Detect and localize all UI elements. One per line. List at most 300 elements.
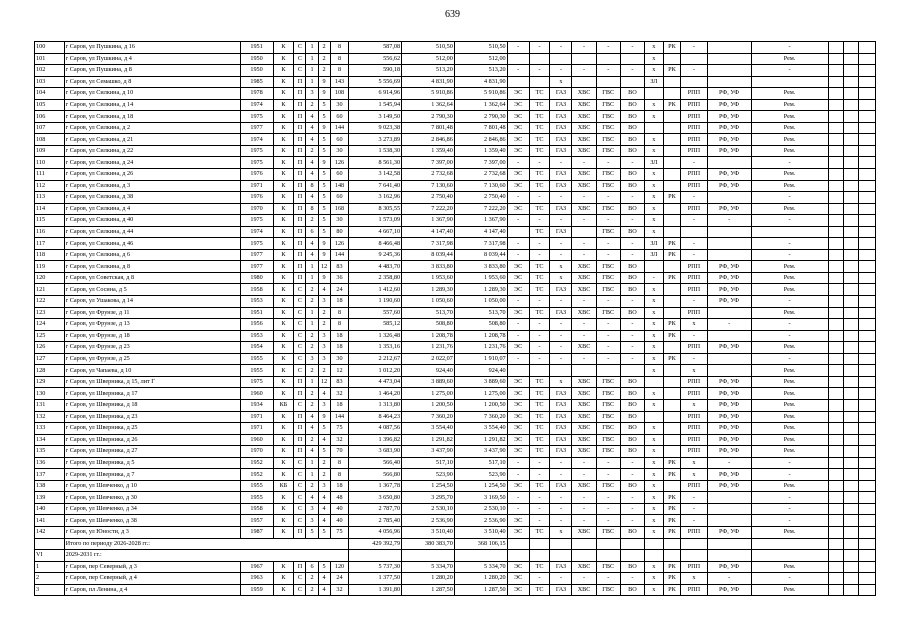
table-cell	[828, 550, 843, 562]
table-cell: 1 275,00	[402, 388, 455, 400]
table-cell	[843, 365, 858, 377]
table-cell: 131	[35, 399, 65, 411]
table-cell: ХВС	[572, 134, 596, 146]
table-cell	[828, 296, 843, 308]
table-cell: 2	[306, 342, 318, 354]
table-cell	[843, 180, 858, 192]
table-cell: г Саров, ул Силкина, д 10	[64, 88, 240, 100]
table-cell: КБ	[273, 480, 294, 492]
table-cell	[859, 319, 876, 331]
table-cell	[707, 53, 751, 65]
table-cell: х	[681, 457, 707, 469]
table-cell: -	[529, 238, 550, 250]
table-cell: 5	[318, 446, 330, 458]
table-cell: ХВС	[572, 561, 596, 573]
table-cell	[35, 538, 65, 550]
table-cell: 80	[330, 226, 349, 238]
table-cell: -	[681, 157, 707, 169]
table-cell: 8	[330, 307, 349, 319]
table-cell: ХВС	[572, 399, 596, 411]
table-cell: 5	[318, 526, 330, 538]
table-cell	[843, 573, 858, 585]
table-cell	[707, 42, 751, 54]
table-cell: ТС	[529, 376, 550, 388]
table-cell: х	[644, 469, 663, 481]
table-cell: 7 130,60	[402, 180, 455, 192]
table-cell	[859, 307, 876, 319]
table-cell: ГВС	[596, 526, 620, 538]
table-cell: г Саров, пер Северный, д 4	[64, 573, 240, 585]
table-cell: 2	[318, 365, 330, 377]
table-cell: Рем.	[751, 169, 828, 181]
table-cell: ТС	[529, 272, 550, 284]
table-cell: Рем.	[751, 388, 828, 400]
table-cell	[828, 411, 843, 423]
table-cell: 1960	[240, 434, 273, 446]
table-cell	[681, 53, 707, 65]
table-cell: ХВС	[572, 272, 596, 284]
table-cell	[620, 76, 644, 88]
table-cell: 1976	[240, 192, 273, 204]
table-cell: 40	[330, 515, 349, 527]
table-cell: 1 275,00	[454, 388, 507, 400]
table-cell: х	[644, 330, 663, 342]
table-cell: -	[751, 492, 828, 504]
table-cell: Рем.	[751, 88, 828, 100]
table-cell: 513,70	[402, 307, 455, 319]
table-cell: К	[273, 296, 294, 308]
table-cell	[596, 538, 620, 550]
table-cell	[507, 538, 529, 550]
table-cell	[663, 550, 681, 562]
table-cell: П	[294, 180, 306, 192]
table-cell: х	[644, 134, 663, 146]
table-cell	[663, 411, 681, 423]
table-cell	[828, 330, 843, 342]
table-cell: ГВС	[596, 122, 620, 134]
table-cell: 143	[330, 76, 349, 88]
table-cell: РФ, УФ	[707, 561, 751, 573]
table-cell: -	[507, 503, 529, 515]
table-cell	[843, 169, 858, 181]
table-cell	[843, 203, 858, 215]
table-cell: ХВС	[572, 423, 596, 435]
table-cell: ТС	[529, 122, 550, 134]
table-cell	[859, 411, 876, 423]
table-cell: -	[620, 515, 644, 527]
table-cell: К	[273, 157, 294, 169]
table-cell: 142	[35, 526, 65, 538]
table-cell: 125	[35, 330, 65, 342]
table-cell: 1 050,60	[402, 296, 455, 308]
table-cell	[859, 99, 876, 111]
table-cell: 1975	[240, 376, 273, 388]
table-cell	[828, 446, 843, 458]
table-cell: -	[529, 353, 550, 365]
table-cell	[843, 88, 858, 100]
table-cell: РК	[663, 99, 681, 111]
table-cell: 120	[35, 272, 65, 284]
table-row	[35, 411, 876, 423]
table-cell: 113	[35, 192, 65, 204]
table-cell: -	[620, 573, 644, 585]
table-cell: -	[681, 353, 707, 365]
table-cell: ГВС	[596, 446, 620, 458]
table-cell	[663, 446, 681, 458]
table-cell: -	[572, 353, 596, 365]
table-cell: П	[294, 76, 306, 88]
table-cell: ГАЗ	[550, 388, 572, 400]
table-cell: 144	[330, 122, 349, 134]
table-cell	[663, 342, 681, 354]
table-cell: П	[294, 376, 306, 388]
table-cell: 1 289,30	[454, 284, 507, 296]
table-cell: РФ, УФ	[707, 411, 751, 423]
table-cell	[550, 550, 572, 562]
table-cell: К	[273, 169, 294, 181]
table-cell: -	[507, 238, 529, 250]
table-cell	[663, 423, 681, 435]
table-cell: -	[751, 353, 828, 365]
table-cell	[828, 192, 843, 204]
table-cell: 517,10	[454, 457, 507, 469]
table-cell: 924,40	[402, 365, 455, 377]
table-cell: ЭС	[507, 145, 529, 157]
table-cell: К	[273, 423, 294, 435]
table-cell: -	[550, 503, 572, 515]
table-cell: 103	[35, 76, 65, 88]
table-cell: 5 334,70	[454, 561, 507, 573]
table-cell: ХВС	[572, 376, 596, 388]
table-cell: 5	[318, 423, 330, 435]
table-cell	[663, 365, 681, 377]
table-cell	[507, 53, 529, 65]
table-cell: -	[572, 192, 596, 204]
table-cell: С	[294, 399, 306, 411]
table-cell: К	[273, 261, 294, 273]
table-cell: РФ, УФ	[707, 88, 751, 100]
table-cell: РПП	[681, 261, 707, 273]
table-cell: -	[620, 215, 644, 227]
table-cell: -	[507, 157, 529, 169]
table-cell: 4	[306, 492, 318, 504]
table-cell	[828, 99, 843, 111]
table-cell: 1 254,50	[402, 480, 455, 492]
table-cell: 18	[330, 330, 349, 342]
table-cell: С	[294, 53, 306, 65]
table-cell: г Саров, ул Силкина, д 14	[64, 99, 240, 111]
table-cell: 8	[306, 180, 318, 192]
table-cell: РПП	[681, 122, 707, 134]
table-cell: 1 326,48	[349, 330, 402, 342]
table-cell: 2 846,86	[454, 134, 507, 146]
table-cell: 1953	[240, 330, 273, 342]
table-cell: 5	[318, 134, 330, 146]
table-cell: 566,40	[349, 457, 402, 469]
table-cell: ХВС	[572, 388, 596, 400]
table-cell: РК	[663, 503, 681, 515]
table-cell	[596, 76, 620, 88]
table-cell: РК	[663, 192, 681, 204]
table-cell: К	[273, 411, 294, 423]
table-cell: 3 149,50	[349, 111, 402, 123]
table-cell	[843, 376, 858, 388]
table-cell: ГВС	[596, 99, 620, 111]
table-cell: -	[620, 330, 644, 342]
table-cell: 2 358,80	[349, 272, 402, 284]
table-cell	[859, 480, 876, 492]
table-cell: 523,90	[454, 469, 507, 481]
table-cell: РФ, УФ	[707, 388, 751, 400]
table-cell: 2 785,40	[349, 515, 402, 527]
table-row	[35, 215, 876, 227]
table-cell: РПП	[681, 446, 707, 458]
table-cell	[663, 145, 681, 157]
table-cell	[843, 111, 858, 123]
table-cell: РФ, УФ	[707, 342, 751, 354]
table-cell: 2	[306, 284, 318, 296]
table-cell: 12	[318, 376, 330, 388]
table-cell: 2	[306, 145, 318, 157]
table-cell	[859, 215, 876, 227]
table-cell: 1	[306, 457, 318, 469]
table-cell: К	[273, 180, 294, 192]
table-cell: -	[572, 65, 596, 77]
table-cell: ТС	[529, 446, 550, 458]
table-cell: ГВС	[596, 307, 620, 319]
table-cell: П	[294, 122, 306, 134]
table-cell: 7 801,48	[454, 122, 507, 134]
table-cell: 32	[330, 584, 349, 596]
table-cell: -	[620, 353, 644, 365]
table-cell: 126	[35, 342, 65, 354]
table-cell: -	[572, 238, 596, 250]
table-cell: 24	[330, 284, 349, 296]
table-cell: -	[550, 457, 572, 469]
table-cell: 590,18	[349, 65, 402, 77]
table-cell: РК	[663, 573, 681, 585]
table-cell: ГВС	[596, 411, 620, 423]
table-cell: 4	[318, 284, 330, 296]
table-row	[35, 203, 876, 215]
table-row	[35, 342, 876, 354]
table-cell: -	[620, 65, 644, 77]
table-row	[35, 122, 876, 134]
table-cell: г Саров, ул Силкина, д 8	[64, 261, 240, 273]
table-cell: 1 291,82	[454, 434, 507, 446]
table-cell: К	[273, 111, 294, 123]
table-cell: К	[273, 307, 294, 319]
table-cell: 2	[318, 469, 330, 481]
table-cell: 1950	[240, 53, 273, 65]
table-cell: 508,80	[402, 319, 455, 331]
table-cell: -	[507, 42, 529, 54]
table-cell: -	[529, 492, 550, 504]
table-cell: 2	[318, 457, 330, 469]
table-cell: РФ, УФ	[707, 399, 751, 411]
table-cell: 134	[35, 434, 65, 446]
table-cell: 512,00	[454, 53, 507, 65]
table-cell	[550, 53, 572, 65]
table-cell: ГАЗ	[550, 423, 572, 435]
table-cell: г Саров, ул Шверника, д 7	[64, 469, 240, 481]
table-cell: 4 483,70	[349, 261, 402, 273]
table-cell: РК	[663, 492, 681, 504]
table-cell: -	[550, 469, 572, 481]
table-cell: х	[644, 342, 663, 354]
table-cell: 5	[318, 561, 330, 573]
table-cell: -	[550, 65, 572, 77]
table-cell: ГАЗ	[550, 480, 572, 492]
table-cell: К	[273, 122, 294, 134]
table-cell	[859, 203, 876, 215]
table-cell: 30	[330, 145, 349, 157]
table-cell: 1	[35, 561, 65, 573]
table-cell: С	[294, 365, 306, 377]
table-cell: 1 367,90	[402, 215, 455, 227]
table-cell: 1955	[240, 365, 273, 377]
table-cell: П	[294, 411, 306, 423]
table-cell: х	[644, 203, 663, 215]
table-cell: 1 012,20	[349, 365, 402, 377]
table-cell: 32	[330, 434, 349, 446]
table-cell: 2	[318, 42, 330, 54]
table-row	[35, 376, 876, 388]
table-cell: ТС	[529, 411, 550, 423]
table-cell: ТС	[529, 169, 550, 181]
table-row	[35, 388, 876, 400]
table-cell: С	[294, 353, 306, 365]
table-cell: -	[751, 457, 828, 469]
table-cell: х	[644, 111, 663, 123]
table-cell: ГАЗ	[550, 411, 572, 423]
table-cell: 110	[35, 157, 65, 169]
table-cell: 4	[318, 573, 330, 585]
table-cell	[663, 399, 681, 411]
table-cell: 115	[35, 215, 65, 227]
table-cell: ГВС	[596, 423, 620, 435]
table-cell: г Саров, ул Силкина, д 46	[64, 238, 240, 250]
table-cell: 5	[318, 226, 330, 238]
table-cell: ВО	[620, 584, 644, 596]
table-cell: г Саров, ул Шверника, д 27	[64, 446, 240, 458]
table-cell: РК	[663, 469, 681, 481]
table-cell: -	[507, 65, 529, 77]
table-cell: К	[273, 492, 294, 504]
table-cell: ГВС	[596, 88, 620, 100]
table-cell	[828, 169, 843, 181]
table-cell	[663, 203, 681, 215]
table-cell: 106	[35, 111, 65, 123]
table-cell: 4	[306, 111, 318, 123]
table-cell: х	[644, 492, 663, 504]
table-cell: 4 056,96	[349, 526, 402, 538]
table-cell: 101	[35, 53, 65, 65]
table-cell: 1934	[240, 399, 273, 411]
table-cell: 32	[330, 388, 349, 400]
table-cell: Рем.	[751, 180, 828, 192]
table-cell: 9	[318, 157, 330, 169]
table-cell: Рем.	[751, 272, 828, 284]
table-cell: 8	[330, 53, 349, 65]
table-cell: -	[751, 42, 828, 54]
table-cell: -	[596, 573, 620, 585]
table-cell: 1 313,80	[349, 399, 402, 411]
table-cell: -	[751, 319, 828, 331]
table-cell: 513,20	[402, 65, 455, 77]
table-cell: -	[550, 353, 572, 365]
table-cell: ХВС	[572, 446, 596, 458]
table-cell	[681, 550, 707, 562]
table-cell: 12	[330, 365, 349, 377]
table-cell: 1958	[240, 284, 273, 296]
table-cell	[596, 365, 620, 377]
table-cell: -	[620, 157, 644, 169]
table-cell: 1 291,82	[402, 434, 455, 446]
table-cell: 5 334,70	[402, 561, 455, 573]
table-cell: г Саров, ул Фрунзе, д 18	[64, 330, 240, 342]
table-cell: -	[529, 573, 550, 585]
table-cell: ЭС	[507, 399, 529, 411]
table-cell: 127	[35, 353, 65, 365]
table-cell: 1974	[240, 134, 273, 146]
table-cell: ВО	[620, 526, 644, 538]
table-cell: 1958	[240, 503, 273, 515]
table-cell: РПП	[681, 423, 707, 435]
table-cell	[644, 538, 663, 550]
table-cell: ГАЗ	[550, 561, 572, 573]
table-cell: г Саров, ул Силкина, д 18	[64, 111, 240, 123]
table-cell: -	[572, 215, 596, 227]
table-cell	[828, 111, 843, 123]
table-row	[35, 399, 876, 411]
table-row	[35, 296, 876, 308]
table-cell	[707, 65, 751, 77]
table-cell: РПП	[681, 272, 707, 284]
table-cell: -	[751, 330, 828, 342]
table-cell: -	[507, 319, 529, 331]
table-cell: К	[273, 388, 294, 400]
table-cell	[828, 272, 843, 284]
table-cell: РПП	[681, 480, 707, 492]
table-cell: -	[529, 457, 550, 469]
table-cell	[859, 180, 876, 192]
table-cell: г Саров, ул Советская, д 8	[64, 272, 240, 284]
table-cell: ГАЗ	[550, 584, 572, 596]
table-cell: 1 396,82	[349, 434, 402, 446]
table-row	[35, 561, 876, 573]
table-cell: ЭС	[507, 342, 529, 354]
table-cell: ХВС	[572, 261, 596, 273]
table-cell: 1	[306, 319, 318, 331]
table-cell: -	[620, 192, 644, 204]
table-cell	[707, 226, 751, 238]
table-cell: 9	[318, 249, 330, 261]
table-cell	[828, 88, 843, 100]
table-cell	[751, 226, 828, 238]
table-cell: 9	[318, 272, 330, 284]
table-cell: 1 538,30	[349, 145, 402, 157]
table-cell: 83	[330, 376, 349, 388]
table-cell	[859, 122, 876, 134]
table-cell	[644, 550, 663, 562]
table-cell: ТС	[529, 584, 550, 596]
table-cell: -	[596, 469, 620, 481]
table-cell: г Саров, ул Силкина, д 21	[64, 134, 240, 146]
table-cell: К	[273, 434, 294, 446]
table-cell	[828, 561, 843, 573]
table-cell: -	[707, 215, 751, 227]
